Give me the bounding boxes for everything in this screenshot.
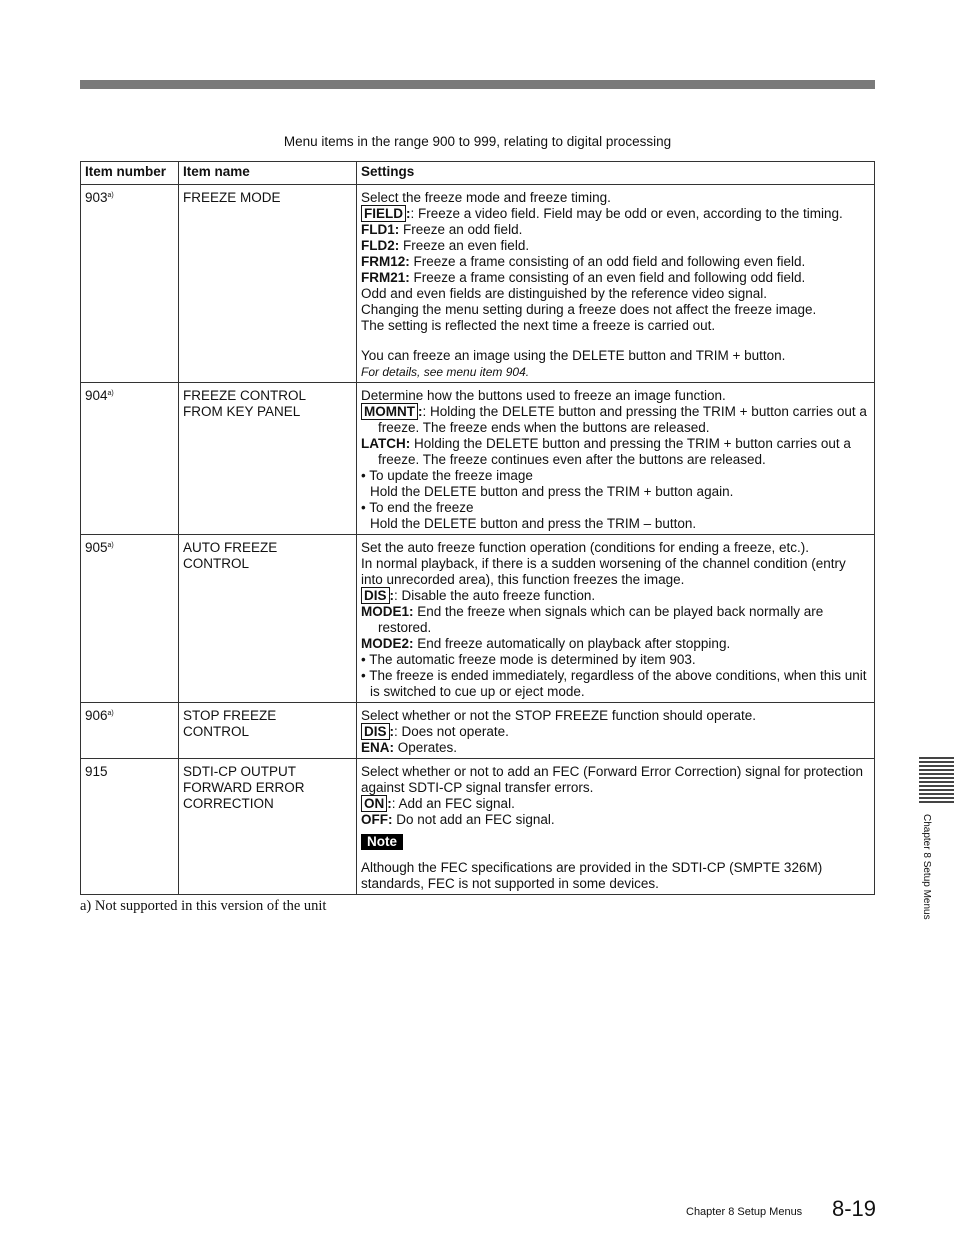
default-value-box: DIS	[361, 587, 390, 604]
table-row	[81, 535, 875, 703]
item-name-cell: STOP FREEZE CONTROL	[179, 703, 357, 759]
cross-reference: For details, see menu item 904.	[361, 365, 530, 379]
page-number: 8-19	[832, 1196, 877, 1221]
header-item-number: Item number	[81, 162, 179, 185]
item-number-cell: 903$^{a)}$	[81, 185, 179, 383]
default-value-box: ON	[361, 795, 387, 812]
table-row	[81, 759, 875, 895]
item-number-cell: 905$^{a)}$	[81, 535, 179, 703]
settings-cell: Select whether or not the STOP FREEZE function should operate. DIS :: Does not operate. ENA: Operates.	[357, 703, 875, 759]
settings-cell: Select the freeze mode and freeze timing. FIELD :: Freeze a video field. Field may be odd or even, according to the timing. FLD1: Freeze an odd field. FLD2: Freeze an even field. FRM12: Freeze a frame consisting of an odd field and following even field. FRM21: Freeze a frame consisting of an even field and following odd field. Odd and even fields are distinguished by the reference video signal. Changing the menu setting during a freeze does not affect the freeze image. The setting is reflected the next time a freeze is carried out. You can freeze an image using the DELETE button and TRIM + button. For details, see menu item 904.	[357, 185, 875, 383]
table-header-row	[81, 162, 875, 185]
item-number-cell: 904$^{a)}$	[81, 383, 179, 535]
note-badge: Note	[361, 834, 403, 850]
side-chapter-label: Chapter 8 Setup Menus	[921, 814, 932, 920]
note-text: Although the FEC specifications are provided in the SDTI-CP (SMPTE 326M) standards, FEC is not supported in some devices.	[361, 860, 823, 891]
table-row	[81, 383, 875, 535]
table-row	[81, 703, 875, 759]
table-row	[81, 185, 875, 383]
settings-cell: Select whether or not to add an FEC (Forward Error Correction) signal for protection against SDTI-CP signal transfer errors. ON :: Add an FEC signal. OFF: Do not add an FEC signal. Note Although the FEC specifications are provided in the SDTI-CP (SMPTE 326M) standards, FEC is not supported in some devices.	[357, 759, 875, 895]
default-value-box: DIS	[361, 723, 390, 740]
item-name-cell: AUTO FREEZE CONTROL	[179, 535, 357, 703]
header-rule	[80, 80, 875, 89]
item-name-cell: SDTI-CP OUTPUT FORWARD ERROR CORRECTION	[179, 759, 357, 895]
default-value-box: FIELD	[361, 205, 406, 222]
table-caption: Menu items in the range 900 to 999, relating to digital processing	[283, 134, 672, 149]
item-name-cell: FREEZE MODE	[179, 185, 357, 383]
footer-chapter: Chapter 8 Setup Menus	[686, 1206, 803, 1218]
settings-cell: Determine how the buttons used to freeze an image function. MOMNT :: Holding the DELETE button and pressing the TRIM + button carries out a freeze. The freeze ends when the buttons are released. LATCH: Holding the DELETE button and pressing the TRIM + button carries out a freeze. The freeze continues even after the buttons are released. • To update the freeze image Hold the DELETE button and press the TRIM + button again. • To end the freeze Hold the DELETE button and press the TRIM – button.	[357, 383, 875, 535]
item-number-cell: 915	[81, 759, 179, 895]
header-item-name: Item name	[179, 162, 357, 185]
footnote: a) Not supported in this version of the unit	[80, 898, 327, 914]
menu-items-table	[80, 161, 875, 895]
settings-cell: Set the auto freeze function operation (conditions for ending a freeze, etc.). In normal playback, if there is a sudden worsening of the channel condition (entry into unrecorded area), this function freezes the image. DIS :: Disable the auto freeze function. MODE1: End the freeze when signals which can be played back normally are restored. MODE2: End freeze automatically on playback after stopping. • The automatic freeze mode is determined by item 903. • The freeze is ended immediately, regardless of the above conditions, when this unit is switched to cue up or eject mode.	[357, 535, 875, 703]
item-name-cell: FREEZE CONTROL FROM KEY PANEL	[179, 383, 357, 535]
header-settings: Settings	[357, 162, 875, 185]
chapter-thumb-tab	[919, 757, 954, 805]
item-number-cell: 906$^{a)}$	[81, 703, 179, 759]
default-value-box: MOMNT	[361, 403, 418, 420]
